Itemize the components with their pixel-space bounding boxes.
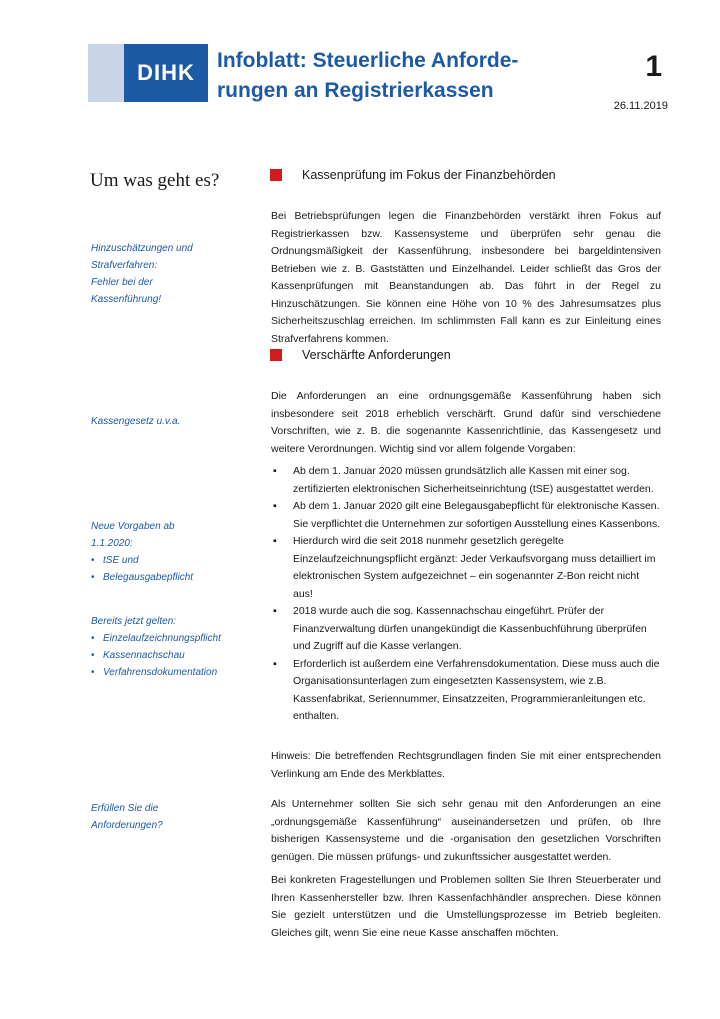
side-note-line: Hinzuschätzungen und	[91, 243, 193, 254]
side-note-erfuellen	[91, 800, 251, 834]
document-title-line-2: rungen an Registrierkassen	[217, 79, 494, 102]
paragraph-text: Bei Betriebsprüfungen legen die Finanzbehörden verstärkt ihren Fokus auf Registrierkassen bzw. Kassensysteme und überprüfen sehr genau die Ordnungsmäßigkeit der Kassenführung, insbesondere bei bargeldintensiven Betrieben wie z. B. Gaststätten und Einzelhandel. Leider schließt das Gros der Kassenprüfungen mit Beanstandungen ab. Das führt in der Regel zu Hinzuschätzungen. Sie können eine Höhe von 10 % des Jahresumsatzes plus Sicherheitszuschlag erreichen. Im schlimmsten Fall kann es zur Einleitung eines Strafverfahrens kommen.	[271, 210, 661, 345]
side-note-line: Kassenführung!	[91, 294, 162, 305]
bullet-icon: ▪	[273, 657, 277, 670]
paragraph-intro	[271, 388, 661, 458]
section-heading-text: Verschärfte Anforderungen	[302, 348, 451, 362]
paragraph-fragestellungen	[271, 872, 661, 942]
side-note-hinzuschaetzungen	[91, 240, 251, 308]
paragraph-text: Bei konkreten Fragestellungen und Problemen sollten Sie Ihren Steuerberater und Ihren Kassenhersteller bzw. Ihren Kassenfachhändler ansprechen. Diese können Sie gezielt unterstützen und die Umstellungsprozesse im Betrieb begleiten. Gleiches gilt, wenn Sie eine neue Kasse anschaffen möchten.	[271, 874, 661, 939]
list-item-text: 2018 wurde auch die sog. Kassennachschau eingeführt. Prüfer der Finanzverwaltung dürfen unangekündigt die Kassenbuchführung überprüfen und Zugriff auf die Kasse verlangen.	[293, 605, 647, 652]
section-heading-kassenpruefung	[270, 168, 556, 182]
page-heading: Um was geht es?	[90, 170, 220, 191]
bullet-icon: ▪	[273, 465, 277, 477]
side-note-line: 1.1.2020:	[91, 538, 133, 549]
side-note-line: Neue Vorgaben ab	[91, 521, 175, 532]
red-square-icon	[270, 349, 282, 361]
bullet-icon: ▪	[273, 500, 277, 512]
side-note-bullet: • Einzelaufzeichnungspflicht	[91, 630, 251, 647]
paragraph-unternehmer	[271, 796, 661, 866]
side-note-bullet: • Verfahrensdokumentation	[91, 664, 251, 681]
list-item-text: Erforderlich ist außerdem eine Verfahrensdokumentation. Diese muss auch die Organisationsunterlagen zum eingesetzten Kassensystem, wie z.B. Kassenfabrikat, Seriennummer, Einsatzzeiten, Programmieranleitungen etc. enthalten.	[293, 657, 660, 722]
side-note-bullet: • Belegausgabepflicht	[91, 569, 251, 586]
side-note-kassengesetz	[91, 413, 251, 430]
bullet-icon: ▪	[273, 535, 277, 547]
dihk-logo: DIHK	[124, 44, 208, 102]
side-note-line: Anforderungen?	[91, 820, 163, 831]
document-title-line-1: Infoblatt: Steuerliche Anforde-	[217, 49, 519, 72]
side-note-line: Erfüllen Sie die	[91, 803, 159, 814]
side-note-line: Kassengesetz u.v.a.	[91, 416, 181, 427]
section-heading-text: Kassenprüfung im Fokus der Finanzbehörden	[302, 168, 556, 182]
list-item	[271, 603, 661, 656]
list-item-text: Ab dem 1. Januar 2020 müssen grundsätzlich alle Kassen mit einer sog. zertifizierten elektronischen Sicherheitseinrichtung (tSE) ausgestattet werden.	[293, 465, 654, 495]
paragraph-hinweis	[271, 748, 661, 783]
list-item	[271, 533, 661, 603]
list-item	[271, 498, 661, 533]
side-note-bereits-jetzt	[91, 613, 251, 681]
list-item	[271, 463, 661, 498]
red-square-icon	[270, 169, 282, 181]
side-note-line: Fehler bei der	[91, 277, 153, 288]
paragraph-text: Hinweis: Die betreffenden Rechtsgrundlagen finden Sie mit einer entsprechenden Verlinkung am Ende des Merkblattes.	[271, 750, 661, 780]
side-note-line: Bereits jetzt gelten:	[91, 616, 177, 627]
bullet-icon: ▪	[273, 605, 277, 617]
document-date: 26.11.2019	[613, 100, 668, 112]
side-note-bullet: • Kassennachschau	[91, 647, 251, 664]
requirements-list	[271, 463, 661, 726]
section-heading-verschaerfte-anforderungen	[270, 348, 451, 362]
side-note-neue-vorgaben	[91, 518, 251, 586]
list-item-text: Hierdurch wird die seit 2018 nunmehr gesetzlich geregelte Einzelaufzeichnungspflicht ergänzt: Jeder Verkaufsvorgang muss detailliert im elektronischen System aufgezeichnet – ein sogenannter Z-Bon reicht nicht aus!	[293, 535, 656, 600]
list-item	[271, 656, 661, 726]
list-item-text: Ab dem 1. Januar 2020 gilt eine Belegausgabepflicht für elektronische Kassen. Sie verpflichtet die Unternehmen zur sofortigen Ausstellung eines Kassenbons.	[293, 500, 661, 530]
page-number: 1	[645, 50, 662, 83]
side-note-bullet: • tSE und	[91, 552, 251, 569]
paragraph-kassenpruefung	[271, 208, 661, 348]
paragraph-text: Als Unternehmer sollten Sie sich sehr genau mit den Anforderungen an eine „ordnungsgemäße Kassenführung“ auseinandersetzen und prüfen, ob Ihre bisherigen Kassensysteme und die -organisation den gesetzlichen Vorschriften genügen. Die müssen prüfungs- und zukunftssicher ausgestattet werden.	[271, 798, 661, 863]
paragraph-text: Die Anforderungen an eine ordnungsgemäße Kassenführung haben sich insbesondere seit 2018 erheblich verschärft. Grund dafür sind verschiedene Vorschriften, wie z. B. die sogenannte Kassenrichtlinie, das Kassengesetz und weitere Verordnungen. Wichtig sind vor allem folgende Vorgaben:	[271, 390, 661, 455]
side-note-line: Strafverfahren:	[91, 260, 158, 271]
